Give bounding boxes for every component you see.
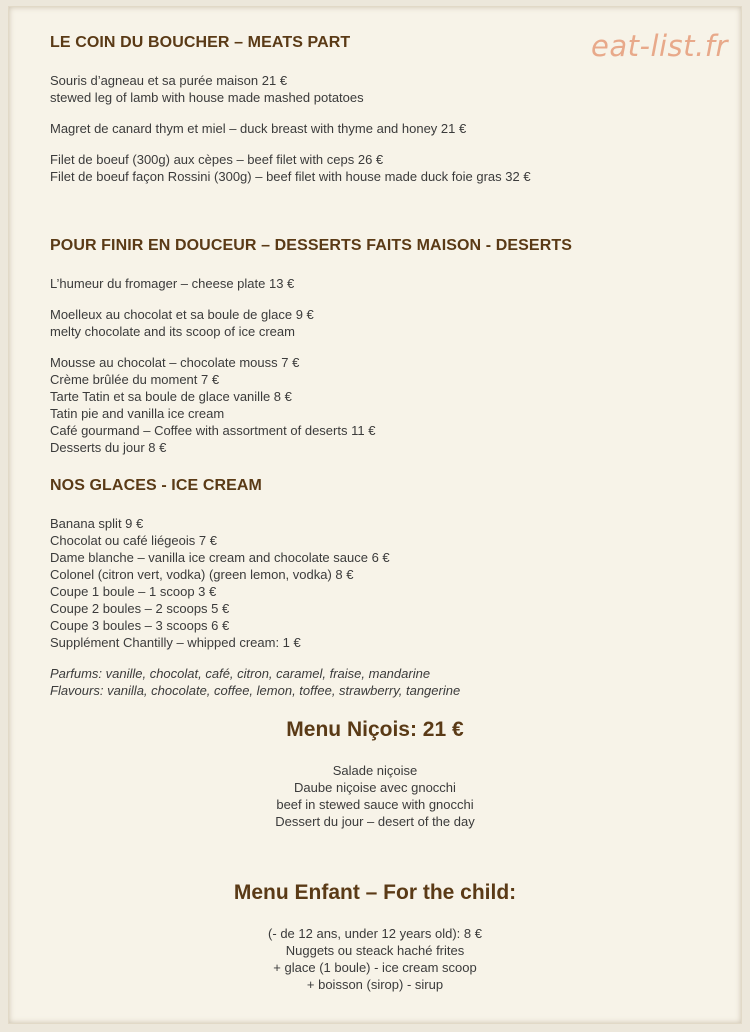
menu-nicois <box>0 718 750 830</box>
menu-item: Nuggets ou steack haché frites <box>285 943 465 958</box>
menu-item: Banana split 9 € <box>50 516 144 531</box>
section-title: NOS GLACES - ICE CREAM <box>50 477 262 494</box>
menu-item: Desserts du jour 8 € <box>50 440 167 455</box>
menu-group <box>50 275 572 292</box>
menu-item: Souris d’agneau et sa purée maison 21 € <box>50 73 288 88</box>
menu-item: Filet de boeuf (300g) aux cèpes – beef filet with ceps 26 € <box>50 152 384 167</box>
menu-enfant <box>0 881 750 993</box>
menu-item: Coupe 2 boules – 2 scoops 5 € <box>50 601 230 616</box>
flavours-en: Flavours: vanilla, chocolate, coffee, lemon, toffee, strawberry, tangerine <box>50 683 461 698</box>
brand-logo: eat-list.fr <box>591 29 728 63</box>
menu-enfant-title: Menu Enfant – For the child: <box>233 881 517 904</box>
menu-item: L’humeur du fromager – cheese plate 13 € <box>50 276 295 291</box>
section-title: POUR FINIR EN DOUCEUR – DESSERTS FAITS MAISON - DESERTS <box>50 237 572 254</box>
menu-item: beef in stewed sauce with gnocchi <box>276 797 474 812</box>
section-icecream <box>50 477 460 713</box>
menu-item: Café gourmand – Coffee with assortment of deserts 11 € <box>50 423 376 438</box>
menu-item: Mousse au chocolat – chocolate mouss 7 € <box>50 355 300 370</box>
menu-group <box>50 151 531 185</box>
menu-item: + boisson (sirop) - sirup <box>306 977 444 992</box>
menu-group <box>50 72 531 106</box>
menu-item: Moelleux au chocolat et sa boule de glace 9 € <box>50 307 314 322</box>
menu-item: Colonel (citron vert, vodka) (green lemon, vodka) 8 € <box>50 567 354 582</box>
menu-item: Coupe 1 boule – 1 scoop 3 € <box>50 584 217 599</box>
menu-item: Dame blanche – vanilla ice cream and chocolate sauce 6 € <box>50 550 390 565</box>
menu-item: Supplément Chantilly – whipped cream: 1 € <box>50 635 301 650</box>
menu-item: Filet de boeuf façon Rossini (300g) – beef filet with house made duck foie gras 32 € <box>50 169 531 184</box>
menu-item: Tatin pie and vanilla ice cream <box>50 406 225 421</box>
menu-group <box>50 120 531 137</box>
menu-group <box>50 354 572 456</box>
menu-nicois-title: Menu Niçois: 21 € <box>286 718 464 741</box>
menu-item: + glace (1 boule) - ice cream scoop <box>273 960 477 975</box>
section-title: LE COIN DU BOUCHER – MEATS PART <box>50 34 351 51</box>
menu-item: Daube niçoise avec gnocchi <box>294 780 456 795</box>
menu-item: Salade niçoise <box>332 763 418 778</box>
menu-group <box>50 306 572 340</box>
menu-item: Crème brûlée du moment 7 € <box>50 372 220 387</box>
menu-item: Dessert du jour – desert of the day <box>275 814 475 829</box>
menu-item: melty chocolate and its scoop of ice cream <box>50 324 295 339</box>
menu-item: Tarte Tatin et sa boule de glace vanille 8 € <box>50 389 292 404</box>
menu-group <box>50 515 460 651</box>
menu-item: Chocolat ou café liégeois 7 € <box>50 533 217 548</box>
menu-item: (- de 12 ans, under 12 years old): 8 € <box>268 926 482 941</box>
section-meats <box>50 34 531 199</box>
flavours-fr: Parfums: vanille, chocolat, café, citron, caramel, fraise, mandarine <box>50 666 431 681</box>
menu-item: Magret de canard thym et miel – duck breast with thyme and honey 21 € <box>50 121 467 136</box>
menu-item: Coupe 3 boules – 3 scoops 6 € <box>50 618 230 633</box>
flavours-list <box>50 665 460 699</box>
section-desserts <box>50 237 572 470</box>
menu-item: stewed leg of lamb with house made mashed potatoes <box>50 90 364 105</box>
